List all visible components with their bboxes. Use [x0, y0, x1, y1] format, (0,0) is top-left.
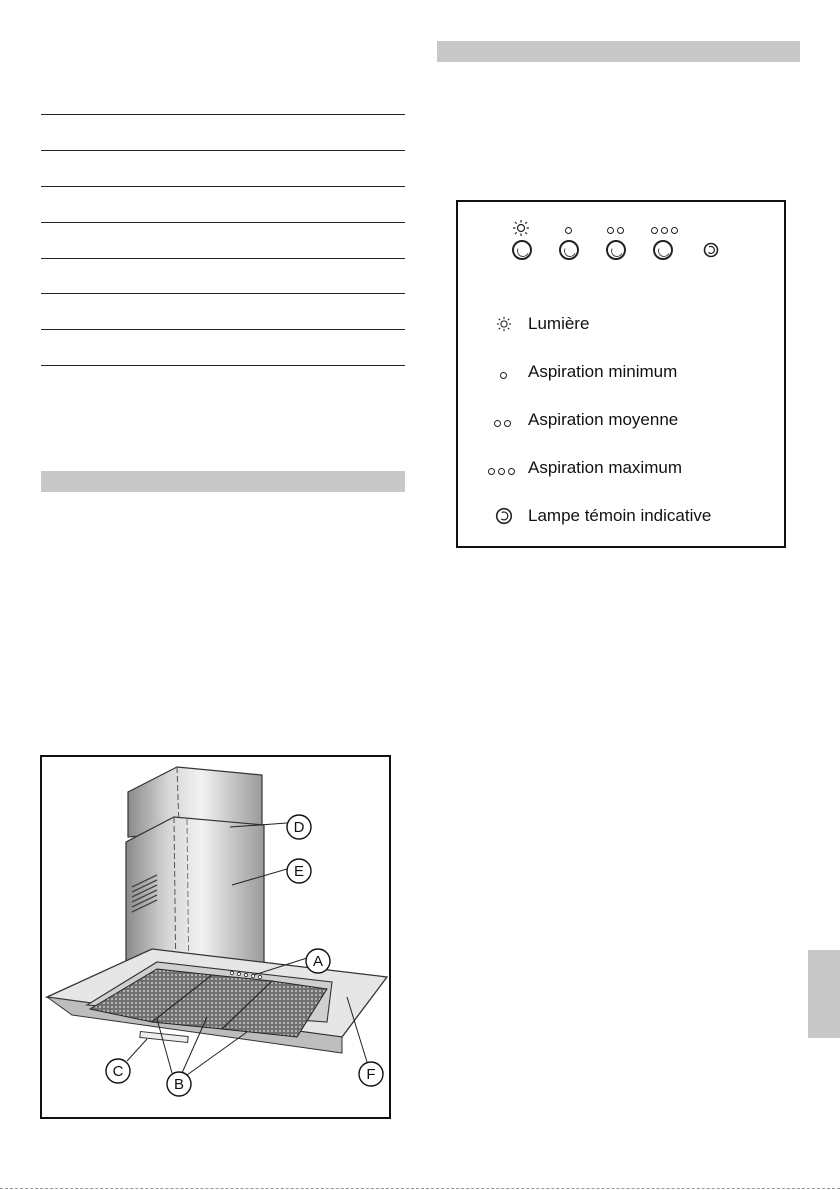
callout-b: B — [173, 1076, 185, 1093]
table-rule — [41, 222, 405, 223]
callout-f: F — [366, 1066, 376, 1083]
table-rule — [41, 258, 405, 259]
control-panel-legend — [456, 200, 786, 548]
table-rule — [41, 114, 405, 115]
callout-d: D — [293, 819, 305, 836]
speed-medium-button[interactable] — [606, 240, 626, 260]
table-rule — [41, 329, 405, 330]
bottom-cut-line — [0, 1188, 840, 1189]
table-rule — [41, 293, 405, 294]
legend-label-max: Aspiration maximum — [528, 458, 682, 477]
callout-e: E — [293, 863, 305, 880]
callout-c: C — [112, 1063, 124, 1080]
light-icon — [496, 316, 512, 332]
two-dots-icon — [607, 222, 627, 240]
three-dots-icon — [651, 222, 681, 240]
legend-label-medium: Aspiration moyenne — [528, 410, 679, 429]
table-rule — [41, 186, 405, 187]
legend-label-indicator: Lampe témoin indicative — [528, 506, 712, 525]
callout-a: A — [312, 953, 324, 970]
indicator-lamp-icon — [703, 242, 719, 258]
light-button[interactable] — [512, 240, 532, 260]
range-hood-illustration — [42, 757, 389, 1117]
three-dots-icon — [488, 463, 518, 481]
legend-label-light: Lumière — [528, 314, 590, 333]
two-dots-icon — [494, 415, 514, 433]
light-icon — [512, 219, 530, 237]
section-header-bar-left — [41, 471, 405, 492]
one-dot-icon — [500, 367, 510, 385]
table-rule — [41, 365, 405, 366]
range-hood-figure — [40, 755, 391, 1119]
indicator-lamp-icon — [495, 507, 513, 525]
one-dot-icon — [565, 222, 575, 240]
table-rule — [41, 150, 405, 151]
page-edge-tab — [808, 950, 840, 1038]
speed-max-button[interactable] — [653, 240, 673, 260]
section-header-bar-right — [437, 41, 800, 62]
legend-label-min: Aspiration minimum — [528, 362, 678, 381]
speed-min-button[interactable] — [559, 240, 579, 260]
